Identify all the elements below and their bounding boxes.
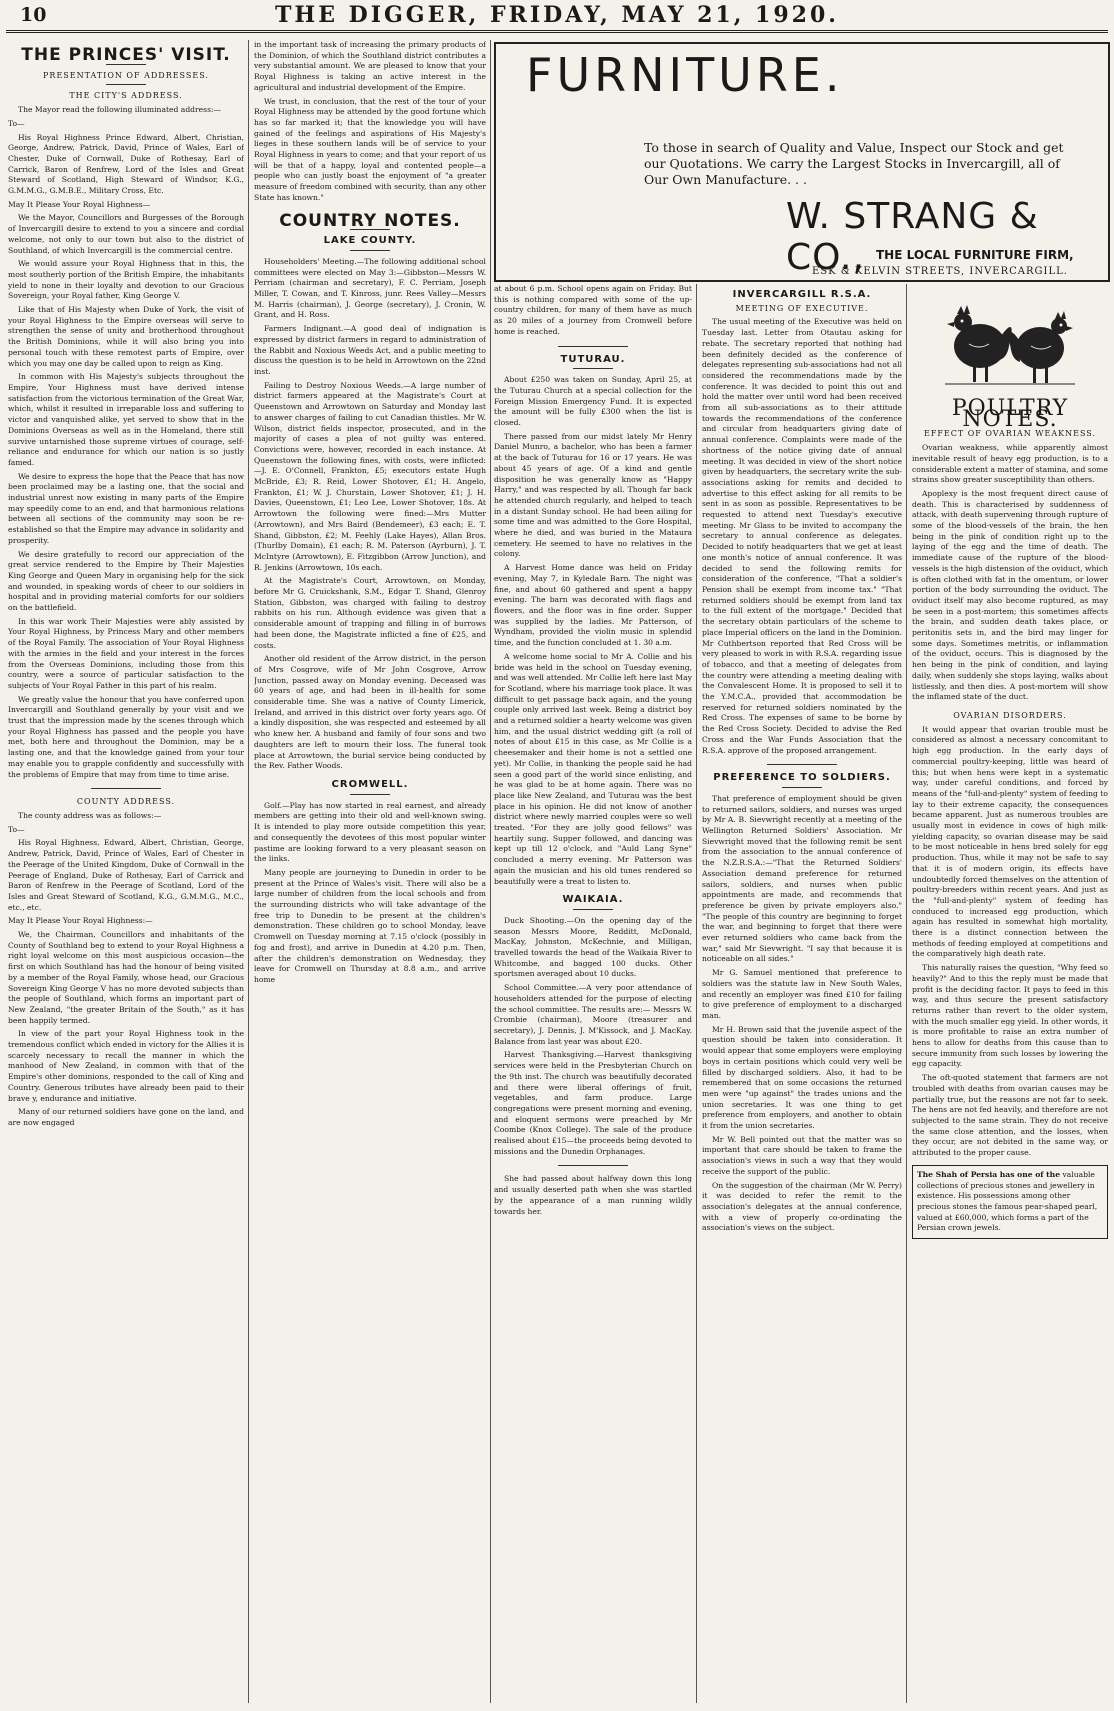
paragraph: in the important task of increasing the primary products of the Dominion, of which the Southland district contributes a very substantial amount. We are pleased to know that your Royal Highness is taking an active interest in the agricultural and industrial development of the Empire. xyxy=(254,40,486,92)
article-subheading: MEETING OF EXECUTIVE. xyxy=(735,303,869,313)
divider xyxy=(767,764,837,765)
paragraph: A welcome home social to Mr A. Collie and his bride was held in the school on Tuesday evening, and was well attended. Mr Collie left here last May for Scotland, where his marriage took place. It was difficult to get passage back again, and the young couple only arrived last week. Being a district boy and a returned soldier a hearty welcome was given him, and the usual district wedding gift (a roll of notes of about £15 in this case, as Mr Collie is a cheesemaker and their home is not a settled one yet). Mr Collie, in thanking the people said he had seen a good part of the world since enlisting, and he was glad to be at home again. There was no place like New Zealand, and Tuturau was the best place in his opinion. He did not know of another district where newly married couples were so well treated. "For they are jolly good fellows" was heartily sung. Supper followed, and dancing was kept up till 12 o'clock, and "Auld Lang Syne" concluded a merry evening. Mr Patterson was again the musician and his old tunes rendered so beautifully were a treat to listen to. xyxy=(494,651,692,886)
paragraph: Farmers Indignant.—A good deal of indignation is expressed by district farmers in regard to administration of the Rabbit and Noxious Weeds Act, and a public meeting to discuss the question is to be held in Arrowtown on the 22nd inst. xyxy=(254,324,486,376)
ad-address: ESK & KELVIN STREETS, INVERCARGILL. xyxy=(812,266,1068,277)
paragraph: Like that of His Majesty when Duke of York, the visit of your Royal Highness to the Empire overseas will serve to strengthen the sense of unity and brotherhood throughout the British Dominions, while it will also bring you into personal touch with these remotest parts of Empire, over which you may one day be called upon to reign as King. xyxy=(8,305,244,368)
paragraph: School Committee.—A very poor attendance of householders attended for the purpose of electing the school committee. The results are:— Messrs W. Crombie (chairman), Moore (treasurer and secretary), J. Dennis, J. M'Kissock, and J. MacKay. Balance from last year was about £20. xyxy=(494,983,692,1046)
divider xyxy=(573,909,613,910)
paragraph: A Harvest Home dance was held on Friday evening, May 7, in Kyledale Barn. The night was fine, and about 60 gathered and spent a happy evening. The barn was decorated with flags and flowers, and the floor was in fine order. Supper was supplied by the ladies. Mr Patterson, of Wyndham, provided the violin music in splendid time, and the function concluded at 1. 30 a.m. xyxy=(494,563,692,648)
article-heading: COUNTRY NOTES. xyxy=(279,210,461,231)
column-rule xyxy=(906,284,907,1703)
paragraph: Mr G. Samuel mentioned that preference to soldiers was the statute law in New South Wales, and recently an employer was fined £10 for failing to give preference of employment to a discharged man. xyxy=(702,968,902,1020)
ad-title: FURNITURE. xyxy=(526,48,844,102)
article-subheading: PRESENTATION OF ADDRESSES. xyxy=(43,70,209,80)
paragraph: We greatly value the honour that you have conferred upon Invercargill and Southland generally by your visit and we trust that the impression made by the scenes through which your Royal Highness has passed and the people you have met, both here and throughout the Dominion, may be a lasting one, and that the knowledge gained from your tour may enable you to grapple confidently and successfully with the problems of Empire that may from time to time arise. xyxy=(8,694,244,779)
paragraph: We trust, in conclusion, that the rest of the tour of your Royal Highness may be attended by the good fortune which has so far marked it; that the knowledge you will have gained of the feelings and aspirations of His Majesty's lieges in these southern lands will be of service to your Royal Highness in years to come; and that your report of us will be that of a happy, loyal and contented people—a people who can justly boast the enjoyment of "a greater measure of freedom combined with security, than any other State has known." xyxy=(254,96,486,202)
column-4 xyxy=(702,284,902,1703)
column-3 xyxy=(494,284,692,1703)
paragraph: The Mayor read the following illuminated address:— xyxy=(18,105,222,115)
divider xyxy=(782,787,822,788)
shah-of-persia-note xyxy=(912,1165,1108,1239)
paragraph: Harvest Thanksgiving.—Harvest thanksgiving services were held in the Presbyterian Church on the 9th inst. The church was beautifully decorated and there were liberal offerings of fruit, vegetables, and farm produce. Large congregations were present morning and evening, and eloquent sermons were preached by Mr Coombe (Knox College). The sale of the produce realised about £15—the proceeds being devoted to missions and the Dunedin Orphanages. xyxy=(494,1050,692,1156)
paragraph: We would assure your Royal Highness that in this, the most southerly portion of the British Empire, the inhabitants yield to none in their loyalty and devotion to our Gracious Sovereign, your Royal father, King George V. xyxy=(8,259,244,301)
paragraph: It would appear that ovarian trouble must be considered as almost a necessary concomitant to high egg production. In the early days of commercial poultry-keeping, little was heard of this; but when hens were kept in a systematic way, under careful conditions, and forced by means of the "full-and-plenty" system of feeding to lay to their extreme capacity, the consequences became apparent. Just as numerous troubles are usually most in evidence in cows of high milk-yielding capacity, so ovarian disease may be said to be most noticeable in hens bred solely for egg production. Thus, while it may not be safe to say that it is of modern origin, its effects have undoubtedly forced themselves on the attention of poultry-breeders within recent years. And just as the "full-and-plenty" system of feeding has conduced to increased egg production, which again has resulted in somewhat high mortality, there is a distinct connection between the methods of feeding employed at competitions and the comparatively high death rate. xyxy=(912,724,1108,959)
paragraph: That preference of employment should be given to returned sailors, soldiers, and nurses was urged by Mr A. B. Sievwright recently at a meeting of the Wellington Returned Soldiers' Association. Mr Sievwright moved that the following remit be sent from the association to the annual conference of the N.Z.R.S.A.:—"That the Returned Soldiers' Association demand preference for returned sailors, soldiers, and nurses when public appointments are made, and recommends that preference be given by private employers also." "The people of this country are beginning to forget the war, and beginning to forget that there were ever returned soldiers who came back from the war," said Mr Sievwright. "I say that because it is noticeable on all sides." xyxy=(702,793,902,964)
paragraph: His Royal Highness Prince Edward, Albert, Christian, George, Andrew, Patrick, David, Prince of Wales, Earl of Chester, Duke of Cornwall, Duke of Rothesay, Earl of Carrick, Baron of Renfrew, Lord of the Isles and Great Steward of Scotland, High Steward of Windsor, K.G., G.M.M.G., G.M.B.E., Military Cross, Etc. xyxy=(8,132,244,196)
paragraph: In this war work Their Majesties were ably assisted by Your Royal Highness, by Princess Mary and other members of the Royal Family. The association of Your Royal Highness with the armies in the field and your interest in the forces from the Overseas Dominions, including those from this country, were a source of particular satisfaction to the subjects of Your Royal Father in this part of his realm. xyxy=(8,616,244,690)
paragraph: Mr W. Bell pointed out that the matter was so important that care should be taken to frame the association's views in such a way that they would receive the support of the public. xyxy=(702,1134,902,1176)
column-5 xyxy=(912,284,1108,1703)
paragraph: Many people are journeying to Dunedin in order to be present at the Prince of Wales's visit. There will also be a large number of children from the local schools and from the surrounding districts who will take advantage of the free trip to Dunedin to be present at the children's demonstration. These children go to school Monday, leave Cromwell on Tuesday morning at 7.15 o'clock (possibly in fog and frost), and arrive in Dunedin at 4.20 p.m. Then, after the children's demonstration on Wednesday, they leave for Cromwell on Thursday at 8.8 a.m., and arrive home xyxy=(254,867,486,984)
paragraph: There passed from our midst lately Mr Henry Daniel Munro, a bachelor, who has been a farmer at the back of Tuturau for 16 or 17 years. He was about 45 years of age. Of a kind and gentle disposition he was generally know as "Happy Harry," and was respected by all. Though far back he attended church regularly, and helped to teach in a distant Sunday school. He had been ailing for some time and was admitted to the Gore Hospital, where he died, and was buried in the Mataura cemetery. He seemed to have no relatives in the colony. xyxy=(494,431,692,559)
article-subheading: THE CITY'S ADDRESS. xyxy=(69,91,183,101)
paragraph: We desire to express the hope that the Peace that has now been proclaimed may be a lasting one, that the social and industrial unrest now existing in many parts of the Empire may speedily come to an end, and that harmonious relations between all sections of the community may soon be re-established so that the Empire may advance in solidarity and prosperity. xyxy=(8,471,244,545)
paragraph: Mr H. Brown said that the juvenile aspect of the question should be taken into consideration. It would appear that some employers were employing boys in certain positions which could very well be filled by discharged soldiers. Also, it had to be remembered that on some occasions the returned men were "up against" the trades unions and the union secretaries. It was one thing to get preference from employers, and another to obtain it from the union secretaries. xyxy=(702,1024,902,1131)
shah-note-text: valuable collections of precious stones and jewellery in existence. His possessions among other precious stones the famous pear-shaped pearl, valued at £60,000, which forms a part of the Persian crown jewels. xyxy=(917,1169,1098,1233)
paragraph: Householders' Meeting.—The following additional school committees were elected on May 3:—Gibbston—Messrs W. Perriam (chairman and secretary), F. C. Perriam, Joseph Miller, T. Cowan, and T. Kinross, junr. Rees Valley—Messrs M. Harris (chairman), J. George (secretary), J. Cronin, W. Grant, and H. Ross. xyxy=(254,256,486,320)
article-heading: PREFERENCE TO SOLDIERS. xyxy=(713,772,891,784)
paragraph: Duck Shooting.—On the opening day of the season Messrs Moore, Redditt, McDonald, MacKay, Johnston, McKechnie, and Milligan, travelled towards the head of the Waikaia River to Whitcombe, and bagged 100 ducks. Other sportsmen averaged about 10 ducks. xyxy=(494,915,692,979)
divider xyxy=(573,368,613,369)
article-heading: INVERCARGILL R.S.A. xyxy=(732,289,872,300)
paragraph: We desire gratefully to record our appreciation of the great service rendered to the Empire by Their Majesties King George and Queen Mary in organising help for the sick and wounded, in speaking words of cheer to our soldiers in hospital and in providing material comforts for our soldiers on the battlefield. xyxy=(8,549,244,613)
article-heading: THE PRINCES' VISIT. xyxy=(21,45,231,65)
divider xyxy=(350,250,390,251)
paragraph: This naturally raises the question, "Why feed so heavily?" And to this the reply must be made that profit is the deciding factor. It pays to feed in this way, and thus secure the present satisfactory returns rather than revert to the older system, with the much smaller egg yield. In other words, it is more profitable to raise an extra number of hens to allow for deaths from this cause than to secure immunity from such losses by lowering the egg capacity. xyxy=(912,963,1108,1069)
paragraph: His Royal Highness, Edward, Albert, Christian, George, Andrew, Patrick, David, Prince of Wales, Earl of Chester in the Peerage of the United Kingdom, Duke of Cornwall in the Peerage of England, Duke of Rothesay, Earl of Carrick and Baron of Renfrew in the Peerage of Scotland, Lord of the Isles and Great Steward of Scotland, K.G., G.M.M.G., M.C., etc., etc. xyxy=(8,838,244,912)
masthead xyxy=(6,0,1108,33)
paragraph: She had passed about halfway down this long and usually deserted path when she was startled by the appearance of a man running wildly towards her. xyxy=(494,1174,692,1216)
paragraph: The usual meeting of the Executive was held on Tuesday last. Letter from Otautau asking for rebate. The secretary reported that nothing had been definitely decided as the conference of delegates representing sub-associations had not all considered the recommendations made by the conference. It was decided to point this out and hold the matter over until word had been received from all sub-associations as to their attitude towards the recommendations of the conference and circular from headquarters giving date of annual conference. Complaints were made of the shortness of the notice giving date of annual meeting. It was decided in view of the short notice given by headquarters, the secretary write the sub-associations asking for remits and decided to advertise to this effect asking for all remits to be sent in as soon as possible. Representatives to be requested to attend next Tuesday's executive meeting. Mr Glass to be invited to accompany the secretary to annual conference as delegates. Decided to notify headquarters that we get at least one month's notice of annual conference. It was decided to send the following remits for consideration of the conference, "That a soldier's Pension shall be exempt from income tax." "That returned soldiers should be exempt from land tax to the full extent of the mortgage." Decided that the secretary obtain particulars of the scheme to place Imperial officers on the land in the Dominion. Mr Cuthbertson reported that Red Cross will be very pleased to work in with R.S.A. regarding issue of tobacco, and that a meeting of delegates from the country were attending a meeting dealing with the Convalescent Home. It is proposed to sell it to the Y.M.C.A., provided that accommodation be reserved for returned soldiers nominated by the Red Cross. The expenses of same to be borne by the Red Cross Society. Decided to advise the Red Cross and the War Funds Association that the R.S.A. approve of the proposed arrangement. xyxy=(702,317,902,755)
paragraph: About £250 was taken on Sunday, April 25, at the Tuturau Church at a special collection for the Foreign Mission Emergency Fund. It is expected the amount will be fully £300 when the list is closed. xyxy=(494,375,692,428)
article-heading: TUTURAU. xyxy=(560,353,626,365)
masthead-title: THE DIGGER, FRIDAY, MAY 21, 1920. xyxy=(275,2,839,28)
divider xyxy=(558,1165,628,1166)
paragraph: The oft-quoted statement that farmers are not troubled with deaths from ovarian causes may be partially true, but the reasons are not far to seek. The hens are not fed heavily, and therefore are not subjected to the same strain. They do not receive the same close attention, and the losses, when they occur, are not debited in the same way, or attributed to the proper cause. xyxy=(912,1073,1108,1158)
article-subheading: OVARIAN DISORDERS. xyxy=(953,710,1067,720)
column-rule xyxy=(248,40,249,1703)
column-rule xyxy=(696,284,697,1703)
column-2 xyxy=(254,40,486,1703)
paragraph: To— xyxy=(8,824,25,834)
poultry-notes-title: POULTRY NOTES. xyxy=(951,396,1069,432)
ad-firm-name: W. STRANG & CO., xyxy=(786,196,1039,278)
paragraph: At the Magistrate's Court, Arrowtown, on Monday, before Mr G. Cruickshank, S.M., Edgar T. Shand, Glenroy Station, Gibbston, was charged with failing to destroy rabbits on his run. Although evidence was given that a considerable amount of trapping and filling in of burrows had been done, the Magistrate inflicted a fine of £25, and costs. xyxy=(254,576,486,650)
paragraph: Failing to Destroy Noxious Weeds.—A large number of district farmers appeared at the Magistrate's Court at Queenstown and Arrowtown on Saturday and Monday last to answer charges of failing to cut Canadian thistles. Mr W. Wilson, district fields inspector, prosecuted, and in the majority of cases a plea of not guilty was entered. Convictions were, however, recorded in each instance. At Queenstown the following fines, with costs, were inflicted:—J. E. O'Connell, Frankton, £5; executors estate Hugh McBride, £3; R. Reid, Lower Shotover, £1; H. Angelo, Frankton, £1; W. J. Churstain, Lower Shotover, £1; J. H. Davies, Queenstown, £1; Leo Lee, Lower Shotover, 18s. At Arrowtown the following were fined:—Mrs Mutter (Arrowtown), and Mrs Baird (Bendemeer), £3 each; E. T. Shand, Gibbston, £2; M. Feehly (Lake Hayes), Allan Bros. (Thurlby Domain), £1 each; R. M. Paterson (Ayrburn), J. T. McIntyre (Arrowtown), E. Fitzgibbon (Arrow Junction), and R. Jenkins (Arrowtown, 10s each. xyxy=(254,380,486,572)
shah-note-lead: The Shah of Persia has one of the xyxy=(917,1169,1061,1179)
article-subheading: CROMWELL. xyxy=(331,779,409,790)
divider xyxy=(91,788,161,789)
article-subheading: EFFECT OF OVARIAN WEAKNESS. xyxy=(923,429,1097,439)
paragraph: We the Mayor, Councillors and Burgesses of the Borough of Invercargill desire to extend to you a sincere and cordial welcome, not only to our town but also to the district of Southland, of which Invercargill is the commercial centre. xyxy=(8,213,244,255)
paragraph: To— xyxy=(8,118,25,128)
page-number: 10 xyxy=(20,4,47,26)
article-heading: WAIKAIA. xyxy=(562,894,624,906)
paragraph: Ovarian weakness, while apparently almost inevitable result of heavy egg production, is to a considerable extent a matter of stamina, and some strains show greater susceptibility than others. xyxy=(912,443,1108,485)
hens-illustration-icon xyxy=(935,288,1085,398)
paragraph: In common with His Majesty's subjects throughout the Empire, Your Highness must have derived intense satisfaction from the victorious termination of the Great War, which, whilst it resulted in irreparable loss and suffering to victor and vanquished alike, yet served to show that in the Dominions Overseas as well as in the Homeland, there still survive untarnished those supreme virtues of courage, self-reliance and endurance for which our nation is so justly famed. xyxy=(8,372,244,467)
paragraph: May It Please Your Royal Highness— xyxy=(8,199,151,209)
paragraph: On the suggestion of the chairman (Mr W. Perry) it was decided to refer the remit to the association's delegates at the annual conference, with a view of properly co-ordinating the association's views on the subject. xyxy=(702,1180,902,1233)
paragraph: Golf.—Play has now started in real earnest, and already members are getting into their old and well-known swing. It is intended to play more outside competition this year, and consequently the devotees of this most popular winter pastime are looking forward to a very pleasant season on the links. xyxy=(254,800,486,864)
ad-tagline: THE LOCAL FURNITURE FIRM, xyxy=(876,248,1074,262)
ad-text: To those in search of Quality and Value, Inspect our Stock and get our Quotations. We carry the Largest Stocks in Invercargill, all of Our Own Manufacture. . . xyxy=(644,140,1064,187)
paragraph: Apoplexy is the most frequent direct cause of death. This is characterised by suddenness of attack, with death supervening through rupture of some of the blood-vessels of the brain, the hen being in the pink of condition right up to the laying of the egg and the time of death. The immediate cause of the rupture of the blood-vessels is the high distension of the oviduct, which is often clothed with fat in the omentum, or lower portion of the body surrounding the oviduct. The oviduct itself may also become ruptured, as may be seen in a post-mortem; this sometimes affects the brain, and sudden death takes place, or peritonitis sets in, and the bird may linger for some days. Sometimes metritis, or inflammation of the oviduct, occurs. This is diagnosed by the hen being in the pink of condition, and laying daily, when suddenly she stops laying, walks about listlessly, and then dies. A post-mortem will show the inflamed state of the duct. xyxy=(912,488,1108,702)
paragraph: at about 6 p.m. School opens again on Friday. But this is nothing compared with some of the up-country children, for many of them have as much as 20 miles of a journey from Cromwell before home is reached. xyxy=(494,284,692,336)
paragraph: We, the Chairman, Councillors and inhabitants of the County of Southland beg to extend to your Royal Highness a right loyal welcome on this most auspicious occasion—the first on which Southland has had the honour of being visited by a member of the Royal Family, whose head, our Gracious Sovereign King George V has no more devoted subjects than the people of Southland, which forms an important part of New Zealand, "the greater Britain of the South," as it has been happily termed. xyxy=(8,930,244,1025)
article-subheading: LAKE COUNTY. xyxy=(323,235,417,247)
divider xyxy=(558,346,628,347)
article-subheading: COUNTY ADDRESS. xyxy=(76,797,176,807)
paragraph: Another old resident of the Arrow district, in the person of Mrs Cosgrove, wife of Mr John Cosgrove, Arrow Junction, passed away on Monday evening. Deceased was 60 years of age, and had been in ill-health for some considerable time. She was a native of County Limerick, Ireland, and arrived in this district over forty years ago. Of a kindly disposition, she was respected and esteemed by all who knew her. A husband and family of four sons and two daughters are left to mourn their loss. The funeral took place at Arrowtown, the burial service being conducted by the Rev. Father Woods. xyxy=(254,654,486,771)
divider xyxy=(350,794,390,795)
paragraph: May It Please Your Royal Highness:— xyxy=(8,916,153,926)
column-1 xyxy=(8,40,244,1703)
paragraph: In view of the part your Royal Highness took in the tremendous conflict which ended in victory for the Allies it is scarcely necessary to recall the manner in which the manhood of New Zealand, in common with that of the Empire's other dominions, responded to the call of King and Country. Generous tributes have already been paid to their brave y, endurance and initiative. xyxy=(8,1029,244,1103)
column-rule xyxy=(490,40,491,1703)
furniture-advertisement xyxy=(494,42,1110,282)
paragraph: The county address was as follows:— xyxy=(18,811,162,820)
divider xyxy=(106,84,146,85)
paragraph: Many of our returned soldiers have gone on the land, and are now engaged xyxy=(8,1107,244,1127)
